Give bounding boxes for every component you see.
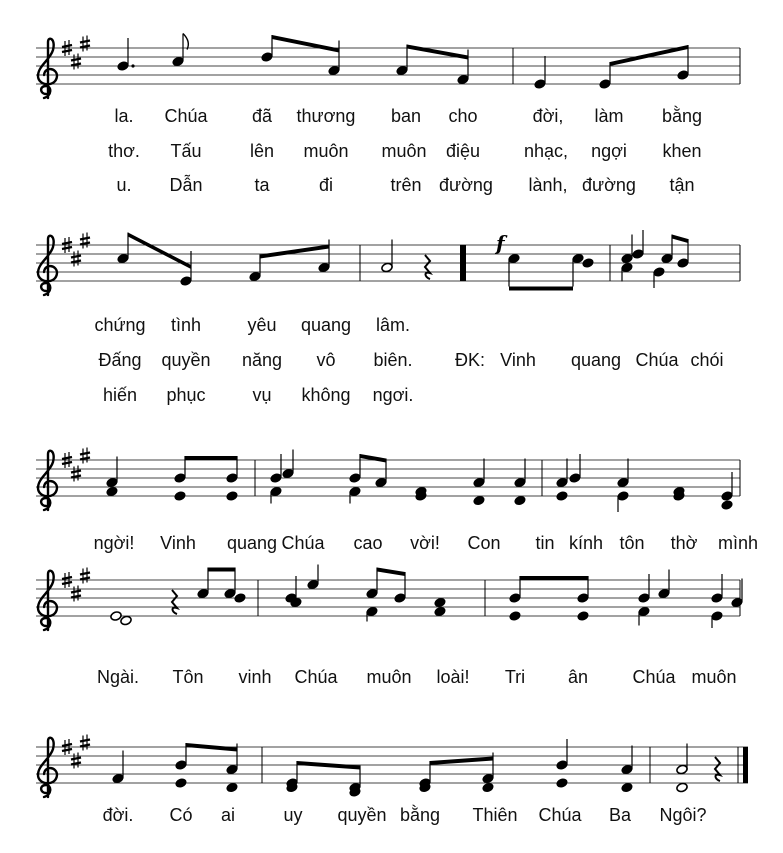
note-head	[621, 746, 633, 775]
lyric-syllable: Chúa	[164, 106, 208, 126]
lyric-syllable: Chúa	[632, 667, 676, 687]
lyric-syllable: đường	[582, 175, 636, 195]
lyric-syllable: thơ.	[108, 141, 140, 161]
note-head	[556, 459, 568, 488]
lyric-syllable: ta	[254, 175, 270, 195]
note-head	[349, 486, 361, 503]
sharp-icon	[80, 568, 90, 584]
lyric-syllable: loài!	[436, 667, 470, 687]
staff	[36, 460, 740, 496]
final-barline	[743, 747, 748, 783]
lyric-syllable: Ngài.	[96, 667, 140, 687]
beam	[186, 743, 237, 752]
lyric-syllable: la.	[114, 106, 134, 126]
note-head	[514, 495, 526, 506]
lyric-syllable: vinh	[238, 667, 272, 687]
lyrics	[94, 105, 758, 825]
note-head	[234, 593, 246, 604]
lyric-syllable: đường	[439, 175, 493, 195]
lyric-syllable: quang	[570, 350, 622, 370]
note-head	[106, 486, 118, 497]
lyric-syllable: quang	[226, 533, 278, 553]
lyric-syllable: làm	[594, 106, 624, 126]
note-head	[434, 606, 446, 617]
note-head	[617, 459, 629, 488]
lyric-syllable: Vinh	[500, 350, 536, 370]
note-head	[653, 267, 665, 288]
lyric-syllable: lâm.	[375, 315, 411, 335]
note-head	[556, 778, 568, 789]
lyric-syllable: trên	[390, 175, 422, 195]
note-head	[514, 459, 526, 488]
beam	[297, 761, 360, 770]
note-head	[197, 568, 209, 599]
lyric-syllable: đời,	[532, 106, 564, 126]
sharp-icon	[80, 735, 90, 751]
note-head	[711, 611, 723, 628]
lyric-syllable: ngời!	[93, 533, 135, 553]
beam	[430, 757, 493, 766]
lyric-syllable: cao	[353, 533, 383, 553]
note-head	[731, 579, 743, 608]
lyric-syllable: chứng	[94, 315, 146, 335]
note-head	[658, 570, 670, 599]
beam	[377, 568, 405, 577]
note-head	[172, 34, 184, 67]
note-head	[282, 450, 294, 479]
sharp-icon	[80, 448, 90, 464]
note-head	[375, 459, 387, 488]
lyric-syllable: muôn	[366, 667, 412, 687]
lyric-syllable: ĐK:	[454, 350, 486, 370]
note-head	[577, 611, 589, 622]
lyric-syllable: muôn	[381, 141, 427, 161]
lyric-syllable: u.	[116, 175, 132, 195]
lyric-syllable: Tấu	[170, 141, 202, 161]
beam	[185, 456, 237, 460]
sharp-icon	[80, 36, 90, 52]
lyric-syllable: đã	[251, 106, 273, 126]
quarter-rest-icon	[425, 255, 430, 279]
note-head	[434, 597, 446, 608]
beam	[208, 568, 235, 572]
lyric-syllable: ngơi.	[372, 385, 414, 405]
lyric-syllable: phục	[166, 385, 206, 405]
lyric-syllable: bằng	[661, 106, 703, 126]
lyric-syllable: Chúa	[635, 350, 679, 370]
lyric-syllable: tin	[535, 533, 555, 553]
lyric-syllable: uy	[283, 805, 303, 825]
note-head	[106, 457, 118, 488]
lyric-syllable: đời.	[102, 805, 134, 825]
note-head	[117, 233, 129, 264]
beam	[672, 235, 688, 244]
lyric-syllable: Ngôi?	[659, 805, 707, 825]
lyric-syllable: Con	[467, 533, 501, 553]
sharp-icon	[71, 586, 81, 602]
lyric-syllable: Có	[169, 805, 193, 825]
lyric-syllable: yêu	[247, 315, 277, 335]
note-head	[307, 565, 319, 590]
lyric-syllable: Ba	[608, 805, 632, 825]
lyric-syllable: ân	[567, 667, 589, 687]
dot	[131, 64, 134, 67]
lyric-syllable: cho	[448, 106, 478, 126]
beam	[128, 233, 191, 270]
lyric-syllable: Đấng	[98, 350, 142, 370]
lyric-syllable: thương	[296, 106, 356, 126]
lyric-syllable: ai	[220, 805, 236, 825]
lyric-syllable: nhạc,	[523, 141, 569, 161]
note-head	[261, 35, 273, 62]
sharp-icon	[71, 466, 81, 482]
note-head	[270, 486, 282, 503]
lyric-syllable: chói	[690, 350, 724, 370]
beam	[509, 287, 573, 291]
lyric-syllable: năng	[241, 350, 283, 370]
lyric-syllable: ngợi	[591, 141, 627, 161]
sharp-icon	[71, 753, 81, 769]
note-head	[224, 568, 236, 599]
lyric-syllable: vụ	[252, 385, 272, 405]
lyric-syllable: ban	[390, 106, 422, 126]
sharp-icon	[71, 251, 81, 267]
lyric-syllable: quang	[300, 315, 352, 335]
staff	[36, 580, 740, 616]
flag	[183, 34, 188, 50]
lyric-syllable: tôn	[619, 533, 645, 553]
lyric-syllable: tình	[170, 315, 202, 335]
lyric-syllable: điệu	[445, 141, 481, 161]
lyric-syllable: tận	[669, 175, 695, 195]
beam	[272, 35, 339, 53]
note-head	[473, 495, 485, 506]
lyric-syllable: Chúa	[538, 805, 582, 825]
note-head	[534, 56, 546, 89]
note-head	[661, 235, 673, 264]
note-head	[617, 491, 629, 512]
lyric-syllable: Tri	[504, 667, 526, 687]
lyric-syllable: đi	[318, 175, 334, 195]
lyric-syllable: Thiên	[472, 805, 518, 825]
beam	[520, 576, 588, 580]
note-head	[582, 258, 594, 269]
note-head	[621, 235, 633, 264]
lyric-syllable: quyền	[161, 350, 211, 370]
note-head	[556, 491, 568, 502]
lyric-syllable: vời!	[410, 533, 440, 553]
note-head	[396, 45, 408, 76]
note-head	[509, 611, 521, 622]
lyric-syllable: mình	[717, 533, 759, 553]
lyric-syllable: lành,	[528, 175, 568, 195]
note-head	[174, 491, 186, 502]
lyric-syllable: thờ	[670, 533, 698, 553]
note-head	[110, 611, 122, 622]
note-head	[556, 739, 568, 770]
lyric-syllable: Chúa	[281, 533, 325, 553]
note-head	[676, 744, 688, 775]
note-head	[676, 782, 688, 793]
beam	[260, 245, 329, 259]
note-head	[180, 251, 192, 286]
note-head	[366, 568, 378, 599]
note-head	[394, 572, 406, 603]
double-barline	[460, 245, 466, 281]
note-head	[175, 778, 187, 789]
lyric-syllable: bằng	[399, 805, 441, 825]
note-head	[120, 615, 132, 626]
note-head	[473, 459, 485, 488]
lyric-syllable: vô	[316, 350, 336, 370]
lyric-syllable: biên.	[373, 350, 413, 370]
note-head	[721, 500, 733, 511]
beam	[360, 454, 386, 463]
note-head	[249, 255, 261, 282]
quarter-rest-icon	[715, 757, 720, 781]
lyric-syllable: Vinh	[160, 533, 196, 553]
dynamic-forte: f	[496, 231, 505, 255]
note-head	[328, 41, 340, 76]
lyric-syllable: muôn	[303, 141, 349, 161]
lyric-syllable: không	[301, 385, 351, 405]
lyric-syllable: Tôn	[172, 667, 204, 687]
note-head	[366, 606, 378, 621]
note-head	[226, 491, 238, 502]
note-head	[482, 782, 494, 793]
lyric-syllable: quyền	[337, 805, 387, 825]
lyric-syllable: lên	[249, 141, 275, 161]
lyric-syllable: muôn	[691, 667, 737, 687]
quarter-rest-icon	[172, 590, 177, 614]
lyric-syllable: Dẫn	[169, 175, 203, 195]
lyric-syllable: kính	[568, 533, 604, 553]
lyric-syllable: Chúa	[294, 667, 338, 687]
sharp-icon	[71, 54, 81, 70]
staff	[36, 48, 740, 84]
note-head	[117, 38, 129, 71]
sharp-icon	[80, 233, 90, 249]
note-head	[226, 782, 238, 793]
staff	[36, 747, 748, 783]
note-head	[621, 782, 633, 793]
lyric-syllable: hiến	[102, 385, 138, 405]
lyric-syllable: khen	[662, 141, 702, 161]
